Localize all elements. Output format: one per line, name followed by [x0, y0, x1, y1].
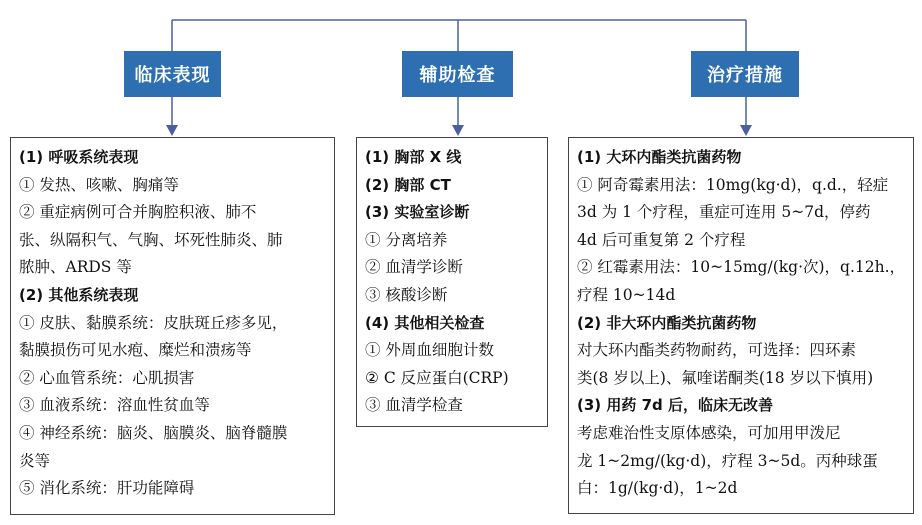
list-item: 考虑难治性支原体感染，可加用甲泼尼 [577, 423, 841, 442]
list-item: ① 皮肤、黏膜系统：皮肤斑丘疹多见， [19, 313, 288, 332]
arrow-head-2 [452, 125, 464, 136]
list-item: 类(8 岁以上)、氟喹诺酮类(18 岁以下慎用) [577, 368, 874, 387]
header-clinical: 临床表现 [124, 51, 221, 97]
section-heading: (2) 胸部 CT [365, 175, 451, 194]
arrow-head-1 [166, 125, 178, 136]
list-item: 3d 为 1 个疗程，重症可连用 5~7d，停药 [577, 203, 871, 222]
list-item: ① 阿奇霉素用法：10mg(kg·d)，q.d.，轻症 [577, 175, 889, 194]
treatment-box [568, 137, 914, 514]
section-heading: (1) 大环内酯类抗菌药物 [577, 148, 742, 166]
list-item: 黏膜损伤可见水疱、糜烂和溃疡等 [19, 341, 252, 360]
arrow-head-3 [740, 125, 752, 136]
section-heading: (3) 用药 7d 后，临床无改善 [577, 396, 773, 415]
list-item: 脓肿、ARDS 等 [19, 258, 132, 277]
section-heading: (2) 非大环内酯类抗菌药物 [577, 313, 757, 332]
list-item: ④ 神经系统：脑炎、脑膜炎、脑脊髓膜 [19, 423, 288, 442]
section-heading: (1) 呼吸系统表现 [19, 148, 139, 166]
list-item: 白：1g/(kg·d)，1~2d [577, 479, 738, 498]
list-item: ③ 血清学检查 [365, 396, 463, 415]
list-item: ① 发热、咳嗽、胸痛等 [19, 175, 179, 194]
section-heading: (3) 实验室诊断 [365, 203, 470, 222]
section-heading: (4) 其他相关检查 [365, 313, 485, 332]
list-item: 张、纵隔积气、气胸、坏死性肺炎、肺 [19, 230, 283, 249]
list-item: ① 分离培养 [365, 230, 448, 249]
list-item: 炎等 [19, 451, 51, 470]
section-heading: (1) 胸部 X 线 [365, 148, 462, 166]
list-item: ② 血清学诊断 [365, 258, 463, 277]
list-item: 龙 1~2mg/(kg·d)，疗程 3~5d。丙种球蛋 [577, 451, 878, 470]
list-item: ② 红霉素用法：10~15mg/(kg·次)，q.12h.， [577, 258, 906, 277]
list-item: ② C 反应蛋白(CRP) [365, 368, 509, 387]
section-heading: (2) 其他系统表现 [19, 285, 139, 304]
list-item: ② 重症病例可合并胸腔积液、肺不 [19, 203, 257, 222]
list-item: 对大环内酯类药物耐药，可选择：四环素 [577, 341, 857, 360]
header-auxiliary-exam: 辅助检查 [402, 51, 513, 97]
clinical-box [10, 137, 335, 515]
auxiliary-box [356, 137, 548, 427]
list-item: ① 外周血细胞计数 [365, 341, 494, 360]
list-item: 疗程 10~14d [577, 285, 676, 304]
header-treatment: 治疗措施 [691, 51, 799, 97]
list-item: ③ 血液系统：溶血性贫血等 [19, 396, 210, 415]
list-item: 4d 后可重复第 2 个疗程 [577, 230, 746, 249]
list-item: ② 心血管系统：心肌损害 [19, 368, 195, 387]
list-item: ③ 核酸诊断 [365, 285, 448, 304]
list-item: ⑤ 消化系统：肝功能障碍 [19, 479, 195, 498]
